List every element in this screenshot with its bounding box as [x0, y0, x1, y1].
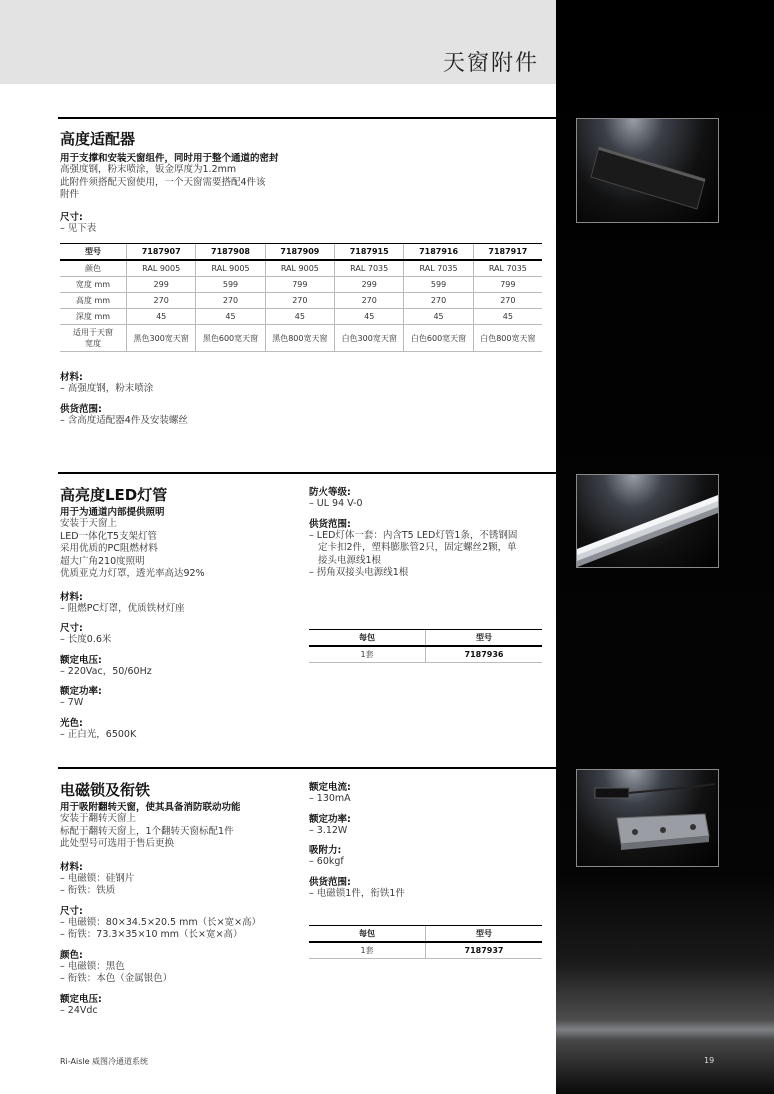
spec-label: 额定电流:: [309, 782, 351, 793]
table-header-cell: 型号: [426, 926, 543, 943]
table-cell: 270: [473, 293, 542, 309]
table-cell: RAL 9005: [196, 260, 265, 277]
page-title: 天窗附件: [442, 51, 539, 76]
spec-label: 额定电压:: [60, 654, 102, 666]
table-cell: 7187936: [426, 646, 543, 663]
led-right-column: [309, 484, 549, 580]
table-cell: 颜色: [60, 260, 127, 277]
table-cell: 45: [127, 309, 196, 325]
table-cell: 270: [335, 293, 404, 309]
table-cell: 高度 mm: [60, 293, 127, 309]
side-glow: [556, 1020, 774, 1040]
supply-line: – 拐角双接头电源线1根: [309, 567, 409, 578]
table-cell: 45: [196, 309, 265, 325]
table-cell: RAL 9005: [127, 260, 196, 277]
spec-label: 额定功率:: [60, 686, 102, 697]
table-cell: 黑色800宽天窗: [265, 325, 334, 352]
table-header-cell: 7187908: [196, 244, 265, 261]
spec-value: – 220Vac，50/60Hz: [60, 665, 152, 677]
magnetic-lock-illustration: [577, 770, 718, 866]
spec-label: 材料:: [60, 861, 83, 873]
height-adapter-intro: [60, 150, 279, 235]
table-header-row: [309, 926, 542, 943]
size-value: – 见下表: [60, 222, 97, 234]
table-header-cell: 7187915: [335, 244, 404, 261]
led-left-column: [60, 504, 300, 741]
table-row: [60, 260, 542, 277]
table-cell: 45: [473, 309, 542, 325]
supply-line: 接头电源线1根: [318, 554, 382, 566]
table-row: [60, 325, 542, 352]
table-cell: 45: [404, 309, 473, 325]
spec-value: – 正白光，6500K: [60, 728, 137, 740]
spec-value: – 7W: [60, 697, 84, 708]
table-row: [60, 277, 542, 293]
magnetic-lock-image: [576, 769, 719, 867]
spec-value: – 130mA: [309, 793, 351, 804]
led-title: 高亮度LED灯管: [60, 486, 168, 504]
desc-line: 此附件须搭配天窗使用，一个天窗需要搭配4件该: [60, 176, 266, 188]
table-header-cell: 7187917: [473, 244, 542, 261]
table-cell: 270: [127, 293, 196, 309]
desc-line: 高强度钢，粉末喷涂，钣金厚度为1.2mm: [60, 164, 237, 175]
supply-label: 供货范围:: [309, 518, 351, 530]
supply-value: – 含高度适配器4件及安装螺丝: [60, 414, 188, 426]
spec-value: – 电磁锁：硅钢片: [60, 872, 135, 884]
table-cell: RAL 9005: [265, 260, 334, 277]
desc-line: 标配于翻转天窗上，1个翻转天窗标配1件: [60, 825, 234, 837]
height-adapter-spec-table: [60, 243, 542, 352]
table-cell: 深度 mm: [60, 309, 127, 325]
table-cell: 1套: [309, 646, 426, 663]
table-header-row: [309, 630, 542, 647]
table-cell: 799: [473, 277, 542, 293]
table-header-cell: 每包: [309, 926, 426, 943]
table-row: [60, 309, 542, 325]
table-row: [309, 646, 542, 663]
spec-label: 额定电压:: [60, 993, 102, 1005]
spec-label: 颜色:: [60, 949, 83, 961]
spec-value: – 长度0.6米: [60, 634, 112, 645]
led-tube-image: [576, 474, 719, 568]
table-cell: 白色300宽天窗: [335, 325, 404, 352]
table-header-row: [60, 244, 542, 261]
led-subtitle: 用于为通道内部提供照明: [60, 507, 165, 518]
led-tube-illustration: [577, 475, 718, 567]
section-divider: [58, 117, 556, 119]
lock-right-column: [309, 779, 549, 900]
height-adapter-details: [60, 364, 188, 427]
spec-value: – 3.12W: [309, 824, 348, 836]
size-label: 尺寸:: [60, 211, 83, 223]
table-cell-line: 宽度: [85, 339, 101, 348]
spec-value: – 阻燃PC灯罩，优质铁材灯座: [60, 602, 185, 614]
section-divider: [58, 472, 556, 474]
fire-rating-label: 防火等级:: [309, 487, 351, 498]
table-cell: 299: [335, 277, 404, 293]
table-cell: 7187937: [426, 942, 543, 959]
table-cell: 45: [265, 309, 334, 325]
spec-label: 尺寸:: [60, 623, 83, 634]
desc-line: 安装于天窗上: [60, 518, 118, 529]
desc-line: 此处型号可选用于售后更换: [60, 838, 175, 849]
table-header-cell: 型号: [426, 630, 543, 647]
spec-label: 额定功率:: [309, 813, 351, 825]
page-number: 19: [704, 1056, 715, 1065]
spec-value: – 60kgf: [309, 856, 344, 867]
material-value: – 高强度钢，粉末喷涂: [60, 383, 154, 394]
table-cell: 白色600宽天窗: [404, 325, 473, 352]
table-cell: 599: [404, 277, 473, 293]
spec-value: – 电磁锁：80×34.5×20.5 mm（长×宽×高）: [60, 916, 262, 928]
table-cell: 799: [265, 277, 334, 293]
table-cell: 599: [196, 277, 265, 293]
fire-rating-value: – UL 94 V-0: [309, 498, 363, 509]
height-adapter-image: [576, 118, 719, 223]
table-cell: 270: [196, 293, 265, 309]
desc-line: LED一体化T5支架灯管: [60, 530, 157, 542]
spec-value: – 衔铁：本色（金属银色）: [60, 973, 173, 984]
desc-line: 优质亚克力灯罩，透光率高达92%: [60, 568, 205, 579]
lock-order-table: [309, 925, 542, 959]
table-row: [60, 293, 542, 309]
material-label: 材料:: [60, 372, 83, 383]
table-header-cell: 7187907: [127, 244, 196, 261]
height-adapter-title: 高度适配器: [60, 130, 136, 148]
table-cell: 黑色600宽天窗: [196, 325, 265, 352]
table-cell: RAL 7035: [404, 260, 473, 277]
led-order-table: [309, 629, 542, 663]
table-cell: RAL 7035: [473, 260, 542, 277]
section-divider: [58, 767, 556, 769]
height-adapter-subtitle: 用于支撑和安装天窗组件，同时用于整个通道的密封: [60, 153, 279, 164]
desc-line: 安装于翻转天窗上: [60, 813, 137, 824]
desc-line: 采用优质的PC阻燃材料: [60, 543, 158, 554]
table-cell: 1套: [309, 942, 426, 959]
spec-value: – 电磁锁1件，衔铁1件: [309, 887, 405, 899]
table-cell: [60, 325, 127, 352]
desc-line: 超大广角210度照明: [60, 555, 145, 567]
spec-value: – 24Vdc: [60, 1004, 98, 1016]
spec-value: – 衔铁：铁质: [60, 885, 116, 896]
supply-label: 供货范围:: [60, 403, 102, 415]
table-cell: 白色800宽天窗: [473, 325, 542, 352]
spec-label: 供货范围:: [309, 876, 351, 888]
table-cell: 299: [127, 277, 196, 293]
table-cell: 黑色300宽天窗: [127, 325, 196, 352]
table-cell: 宽度 mm: [60, 277, 127, 293]
footer-text: Ri-Aisle 威图冷通道系统: [60, 1057, 149, 1066]
spec-label: 材料:: [60, 591, 83, 603]
table-header-cell: 7187916: [404, 244, 473, 261]
table-cell: 270: [404, 293, 473, 309]
table-cell-line: 适用于天窗: [73, 328, 113, 337]
height-adapter-illustration: [577, 119, 718, 222]
spec-label: 尺寸:: [60, 905, 83, 917]
spec-label: 吸附力:: [309, 845, 342, 856]
table-header-cell: 每包: [309, 630, 426, 647]
supply-line: 定卡扣2件，塑料膨胀管2只，固定螺丝2颗，单: [318, 542, 517, 553]
lock-title: 电磁锁及衔铁: [60, 781, 151, 799]
spec-label: 光色:: [60, 717, 83, 729]
spec-value: – 电磁锁：黑色: [60, 960, 125, 972]
table-header-cell: 型号: [60, 244, 127, 261]
table-row: [309, 942, 542, 959]
table-header-cell: 7187909: [265, 244, 334, 261]
table-cell: RAL 7035: [335, 260, 404, 277]
supply-line: – LED灯体一套：内含T5 LED灯管1条，不锈钢固: [309, 529, 518, 541]
desc-line: 附件: [60, 189, 80, 200]
lock-subtitle: 用于吸附翻转天窗，使其具备消防联动功能: [60, 802, 241, 813]
lock-left-column: [60, 799, 305, 1017]
table-cell: 45: [335, 309, 404, 325]
spec-value: – 衔铁：73.3×35×10 mm（长×宽×高）: [60, 929, 243, 940]
table-cell: 270: [265, 293, 334, 309]
